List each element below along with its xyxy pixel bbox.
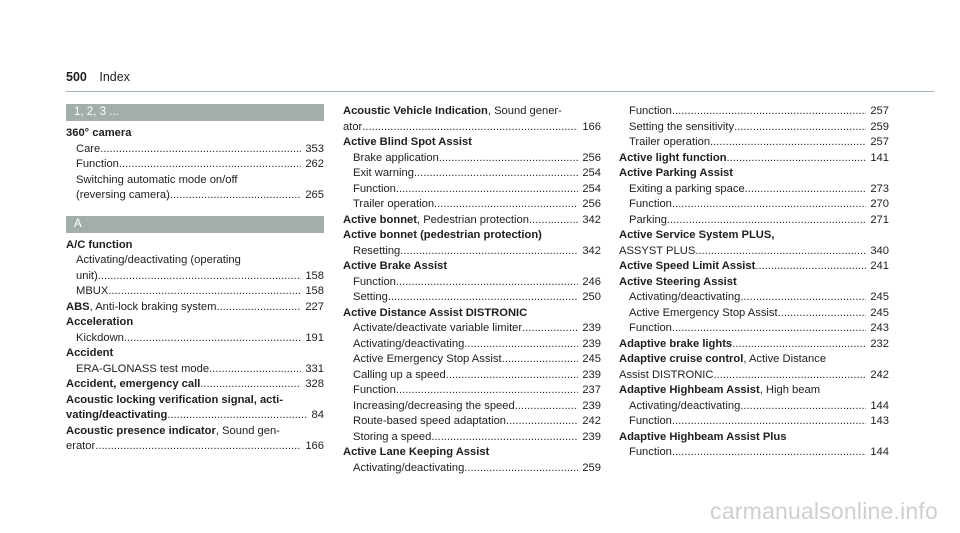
- page-reference: 342: [582, 244, 601, 257]
- page-reference: 328: [305, 378, 324, 390]
- index-heading: Active Distance Assist DISTRONIC: [343, 306, 528, 319]
- section-header: A: [66, 216, 324, 233]
- index-subentry: [619, 213, 889, 229]
- index-subentry: [343, 275, 601, 291]
- entry-detail: Assist DISTRONIC: [619, 368, 714, 381]
- index-heading: Active Brake Assist: [343, 260, 448, 272]
- page-reference: 245: [870, 291, 889, 303]
- entry-term: ABS: [66, 300, 90, 313]
- page-reference: 237: [582, 384, 601, 396]
- index-subentry: [619, 321, 889, 337]
- dot-leader: [362, 120, 578, 136]
- entry-detail: , Sound gener-: [487, 105, 562, 117]
- index-heading: Active Lane Keeping Assist: [343, 446, 490, 458]
- dot-leader: [200, 377, 301, 393]
- entry-term: Active light function: [619, 151, 727, 164]
- page-reference: 144: [870, 446, 889, 458]
- index-heading: Acoustic locking verification signal, acti-: [66, 393, 283, 406]
- dot-leader: [740, 290, 866, 306]
- entry-term: Active Speed Limit Assist: [619, 260, 756, 272]
- entry-label: Function: [76, 158, 119, 170]
- index-subentry: [343, 290, 601, 306]
- index-subentry: [66, 157, 324, 173]
- entry-label: Function: [629, 198, 672, 210]
- index-entry: [66, 408, 324, 424]
- entry-label: [619, 368, 713, 384]
- index-entry: [66, 377, 324, 393]
- dot-leader: [209, 362, 301, 378]
- entry-label: Kickdown: [76, 331, 124, 344]
- dot-leader: [98, 269, 302, 285]
- page-reference: 254: [582, 182, 601, 195]
- entry-detail: , High beam: [759, 384, 821, 396]
- entry-label: Active Emergency Stop Assist: [353, 353, 502, 365]
- page-reference: 331: [305, 362, 324, 375]
- dot-leader: [396, 275, 578, 291]
- entry-label: Trailer operation: [629, 136, 711, 148]
- index-heading: Active Parking Assist: [619, 167, 733, 179]
- index-entry: [343, 120, 601, 136]
- entry-label: [619, 337, 732, 353]
- index-heading: 360° camera: [66, 127, 132, 139]
- entry-term: Accident, emergency call: [66, 378, 201, 390]
- index-column-3: [619, 104, 889, 461]
- entry-term: Acoustic Vehicle Indication: [343, 105, 488, 117]
- index-subentry: [619, 414, 889, 430]
- dot-leader: [522, 321, 578, 337]
- dot-leader: [672, 197, 866, 213]
- page-reference: 273: [870, 182, 889, 195]
- dot-leader: [732, 337, 866, 353]
- index-subentry: [343, 166, 601, 182]
- dot-leader: [755, 259, 866, 275]
- dot-leader: [734, 120, 866, 136]
- dot-leader: [672, 445, 866, 461]
- page-header: [66, 70, 130, 84]
- page-reference: 227: [305, 300, 324, 313]
- index-heading: [619, 352, 889, 368]
- dot-leader: [713, 368, 866, 384]
- page-reference: 158: [305, 285, 324, 297]
- entry-term: Adaptive Highbeam Assist: [619, 384, 760, 396]
- index-entry: [343, 213, 601, 229]
- page-reference: 232: [870, 337, 889, 350]
- dot-leader: [745, 182, 867, 198]
- dot-leader: [529, 213, 578, 229]
- dot-leader: [216, 300, 301, 316]
- index-heading: Accident: [66, 347, 114, 359]
- entry-label: MBUX: [76, 285, 109, 297]
- entry-label: Setting the sensitivity: [629, 120, 735, 133]
- dot-leader: [95, 439, 301, 455]
- index-subentry: [619, 135, 889, 151]
- dot-leader: [740, 399, 866, 415]
- entry-label: [66, 377, 200, 393]
- index-subentry: [343, 337, 601, 353]
- entry-label: Activating/deactivating: [629, 399, 741, 412]
- index-subentry: [343, 368, 601, 384]
- page-reference: 239: [582, 337, 601, 350]
- entry-label: Storing a speed: [353, 430, 432, 443]
- dot-leader: [502, 352, 579, 368]
- entry-label: [66, 408, 167, 424]
- index-subentry: [619, 197, 889, 213]
- dot-leader: [108, 284, 301, 300]
- index-subentry: [619, 306, 889, 322]
- entry-detail: erator: [66, 440, 96, 452]
- page-reference: 242: [870, 368, 889, 381]
- page-reference: 144: [870, 399, 889, 412]
- page-reference: 254: [582, 167, 601, 179]
- dot-leader: [464, 337, 578, 353]
- index-heading: Active Blind Spot Assist: [343, 136, 472, 148]
- entry-label: ERA-GLONASS test mode: [76, 362, 210, 375]
- page-reference: 166: [305, 440, 324, 452]
- entry-term: Adaptive brake lights: [619, 337, 733, 350]
- index-entry: [619, 368, 889, 384]
- index-subentry-text: Switching automatic mode on/off: [76, 173, 238, 186]
- index-heading: [343, 104, 601, 120]
- index-subentry: [343, 321, 601, 337]
- entry-term: vating/deactivating: [66, 409, 168, 421]
- dot-leader: [464, 461, 578, 477]
- entry-label: unit): [76, 269, 98, 282]
- page-reference: 143: [870, 415, 889, 427]
- index-subentry: [343, 461, 601, 477]
- dot-leader: [672, 321, 866, 337]
- entry-label: Activating/deactivating: [353, 337, 465, 350]
- entry-detail: ASSYST PLUS: [619, 244, 696, 257]
- page-reference: 239: [582, 430, 601, 443]
- dot-leader: [170, 188, 301, 204]
- index-subentry: [619, 399, 889, 415]
- entry-term: Adaptive cruise control: [619, 353, 744, 365]
- index-subentry: [66, 269, 324, 285]
- dot-leader: [124, 331, 301, 347]
- index-heading: Adaptive Highbeam Assist Plus: [619, 430, 787, 443]
- section-header: 1, 2, 3 ...: [66, 104, 324, 121]
- entry-label: Active Emergency Stop Assist: [629, 306, 778, 319]
- entry-label: Activate/deactivate variable limiter: [353, 322, 523, 334]
- page-reference: 141: [870, 151, 889, 164]
- index-subentry: [66, 142, 324, 158]
- index-subentry: [343, 383, 601, 399]
- index-subentry: [343, 182, 601, 198]
- page-reference: 239: [582, 399, 601, 412]
- entry-detail: , Pedestrian protection: [416, 213, 529, 226]
- page-reference: 270: [870, 198, 889, 210]
- entry-label: Care: [76, 142, 101, 155]
- entry-label: Function: [629, 105, 672, 117]
- index-heading: Active Steering Assist: [619, 275, 737, 288]
- entry-label: [66, 439, 95, 455]
- index-heading: Active Service System PLUS,: [619, 229, 775, 241]
- dot-leader: [431, 430, 578, 446]
- page-reference: 256: [582, 198, 601, 210]
- entry-term: Acoustic presence indicator: [66, 424, 216, 437]
- page-reference: 245: [870, 306, 889, 319]
- page-reference: 257: [870, 136, 889, 148]
- page-reference: 353: [305, 142, 324, 155]
- entry-label: Function: [353, 384, 396, 396]
- index-heading: Active bonnet (pedestrian protection): [343, 229, 542, 241]
- index-entry: [66, 300, 324, 316]
- index-subentry: [619, 290, 889, 306]
- index-subentry: [66, 188, 324, 204]
- index-column-2: [343, 104, 601, 476]
- page-reference: 271: [870, 213, 889, 226]
- index-heading: A/C function: [66, 238, 133, 251]
- index-entry: [619, 151, 889, 167]
- index-subentry: [343, 244, 601, 260]
- page-reference: 239: [582, 368, 601, 381]
- index-entry: [619, 259, 889, 275]
- index-subentry: [343, 430, 601, 446]
- entry-label: Activating/deactivating: [629, 291, 741, 303]
- index-subentry: [619, 120, 889, 136]
- entry-label: Increasing/decreasing the speed: [353, 399, 515, 412]
- index-subentry: [343, 197, 601, 213]
- dot-leader: [695, 244, 866, 260]
- entry-label: Function: [629, 322, 672, 334]
- entry-label: [66, 300, 216, 316]
- header-divider: [66, 91, 934, 92]
- dot-leader: [439, 151, 579, 167]
- dot-leader: [400, 244, 578, 260]
- entry-label: Calling up a speed: [353, 368, 446, 381]
- entry-label: [619, 151, 727, 167]
- entry-detail: , Anti-lock braking system: [89, 300, 217, 313]
- entry-label: Setting: [353, 291, 388, 303]
- dot-leader: [672, 414, 866, 430]
- entry-label: [619, 244, 695, 260]
- dot-leader: [100, 142, 301, 158]
- entry-label: Brake application: [353, 151, 439, 164]
- index-subentry: [343, 352, 601, 368]
- entry-label: (reversing camera): [76, 189, 170, 201]
- dot-leader: [672, 104, 866, 120]
- entry-label: Function: [353, 275, 396, 288]
- page-reference: 265: [305, 189, 324, 201]
- entry-label: Function: [353, 182, 396, 195]
- entry-label: Exit warning: [353, 167, 414, 179]
- dot-leader: [446, 368, 579, 384]
- dot-leader: [506, 414, 578, 430]
- index-subentry: [343, 151, 601, 167]
- dot-leader: [396, 383, 578, 399]
- index-subentry: [343, 414, 601, 430]
- dot-leader: [396, 182, 578, 198]
- entry-label: Function: [629, 415, 672, 427]
- entry-label: Trailer operation: [353, 198, 435, 210]
- index-subentry: [66, 284, 324, 300]
- entry-label: Route-based speed adaptation: [353, 415, 507, 427]
- page-reference: 246: [582, 275, 601, 288]
- dot-leader: [414, 166, 578, 182]
- page-header-title: Index: [99, 70, 130, 84]
- index-subentry: [619, 182, 889, 198]
- index-heading: [66, 424, 324, 440]
- index-entry: [619, 337, 889, 353]
- index-entry: [619, 244, 889, 260]
- index-column-1: [66, 104, 324, 455]
- entry-term: Active bonnet: [343, 213, 417, 226]
- page-reference: 239: [582, 322, 601, 334]
- index-subentry: [66, 331, 324, 347]
- page-reference: 84: [311, 409, 324, 421]
- page-reference: 340: [870, 244, 889, 257]
- page-reference: 241: [870, 260, 889, 272]
- page-reference: 245: [582, 353, 601, 365]
- dot-leader: [667, 213, 866, 229]
- dot-leader: [434, 197, 578, 213]
- page-reference: 342: [582, 213, 601, 226]
- index-subentry-text: Activating/deactivating (operating: [76, 254, 241, 266]
- entry-label: [343, 120, 362, 136]
- dot-leader: [119, 157, 301, 173]
- dot-leader: [710, 135, 866, 151]
- entry-label: Activating/deactivating: [353, 461, 465, 474]
- entry-detail: ator: [343, 120, 363, 133]
- entry-label: [619, 259, 755, 275]
- page-reference: 242: [582, 415, 601, 427]
- page-reference: 256: [582, 151, 601, 164]
- index-heading: Acceleration: [66, 316, 134, 328]
- page-reference: 262: [305, 158, 324, 170]
- dot-leader: [778, 306, 867, 322]
- dot-leader: [515, 399, 579, 415]
- entry-detail: , Sound gen-: [215, 424, 280, 437]
- index-heading: [619, 383, 889, 399]
- entry-label: Resetting: [353, 244, 401, 257]
- entry-label: Function: [629, 446, 672, 458]
- page-reference: 243: [870, 322, 889, 334]
- page-reference: 257: [870, 105, 889, 117]
- page-reference: 191: [305, 331, 324, 344]
- page-reference: 259: [870, 120, 889, 133]
- index-entry: [66, 439, 324, 455]
- entry-label: [343, 213, 529, 229]
- entry-detail: , Active Distance: [743, 353, 827, 365]
- dot-leader: [388, 290, 578, 306]
- page-reference: 166: [582, 120, 601, 133]
- dot-leader: [167, 408, 307, 424]
- page-reference: 250: [582, 291, 601, 303]
- watermark: carmanualsonline.info: [710, 498, 938, 524]
- index-subentry: [66, 362, 324, 378]
- entry-label: Exiting a parking space: [629, 182, 745, 195]
- dot-leader: [727, 151, 867, 167]
- page-reference: 158: [305, 269, 324, 282]
- page-reference: 259: [582, 461, 601, 474]
- entry-label: Parking: [629, 213, 667, 226]
- index-subentry: [343, 399, 601, 415]
- index-subentry: [619, 104, 889, 120]
- index-subentry: [619, 445, 889, 461]
- page-number: 500: [66, 70, 87, 84]
